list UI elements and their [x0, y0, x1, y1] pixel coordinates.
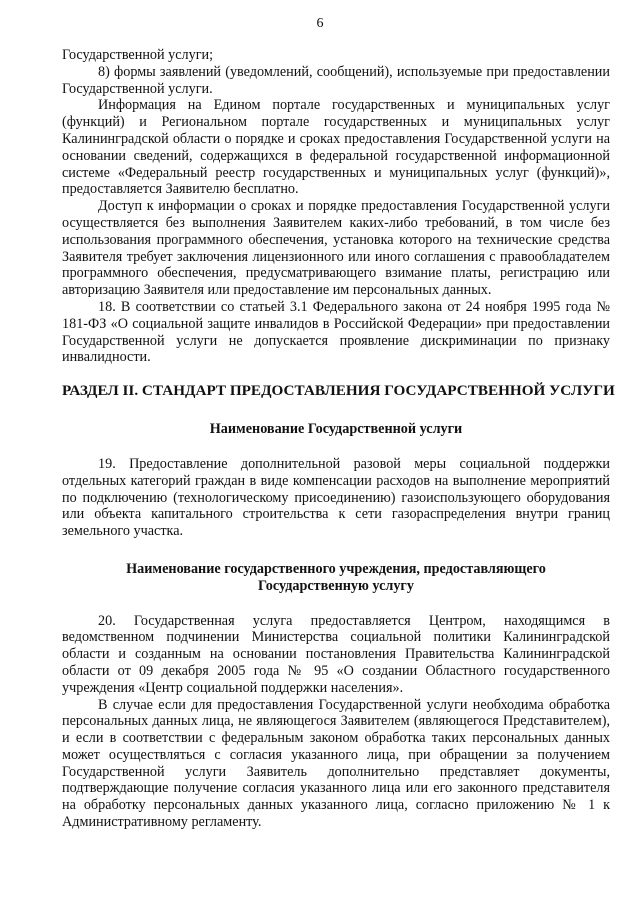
- paragraph-item-19: 19. Предоставление дополнительной разовой меры социальной поддержки отдельных категорий граждан в виде компенсации расходов на выполнение мероприятий по подключению (технологическому присоединению) газоиспользующего оборудования или объекта капитального строительства к сети газораспределения внутри границ земельного участка.: [62, 455, 610, 540]
- document-body: [62, 47, 615, 831]
- subheading-institution-line-1: Наименование государственного учреждения, предоставляющего: [126, 560, 546, 577]
- paragraph-access-info: Доступ к информации о сроках и порядке предоставления Государственной услуги осуществляется без выполнения Заявителем каких-либо требований, в том числе без использования программного обеспечения, установка которого на технические средства Заявителя требует заключения лицензионного или иного соглашения с правообладателем программного обеспечения, предусматривающего взимание платы, регистрацию или авторизацию Заявителя или предоставление им персональных данных.: [62, 198, 610, 299]
- page-number: 6: [316, 16, 324, 31]
- subheading-service-name: Наименование Государственной услуги: [209, 421, 463, 438]
- paragraph-portal-info: Информация на Едином портале государственных и муниципальных услуг (функций) и Региональном портале государственных и муниципальных услуг Калининградской области о порядке и сроках предоставления Государственной услуги на основании сведений, содержащихся в федеральной государственной информационной системе «Федеральный реестр государственных и муниципальных услуг (функций)», предоставляется Заявителю бесплатно.: [62, 97, 610, 198]
- subheading-institution-line-2: Государственную услугу: [258, 577, 414, 594]
- paragraph-item-18: 18. В соответствии со статьей 3.1 Федерального закона от 24 ноября 1995 года № 181-ФЗ «О социальной защите инвалидов в Российской Федерации» при предоставлении Государственной услуги не допускается проявление дискриминации по признаку инвалидности.: [62, 298, 610, 366]
- paragraph-continuation: Государственной услуги;: [62, 47, 214, 63]
- paragraph-item-8: 8) формы заявлений (уведомлений, сообщений), используемые при предоставлении Государственной услуги.: [62, 63, 610, 97]
- paragraph-personal-data: В случае если для предоставления Государственной услуги необходима обработка персональных данных лица, не являющегося Заявителем (являющегося Представителем), и если в соответствии с федеральным законом обработка таких персональных данных может осуществляться с согласия указанного лица, при обращении за получением Государственной услуги Заявитель дополнительно представляет документы, подтверждающие получение согласия указанного лица или его законного представителя на обработку персональных данных указанного лица, согласно приложению № 1 к Административному регламенту.: [62, 696, 610, 831]
- section-heading: РАЗДЕЛ II. СТАНДАРТ ПРЕДОСТАВЛЕНИЯ ГОСУДАРСТВЕННОЙ УСЛУГИ: [62, 382, 615, 400]
- paragraph-item-20: 20. Государственная услуга предоставляется Центром, находящимся в ведомственном подчинении Министерства социальной политики Калининградской области и созданным на основании постановления Правительства Калининградской области от 09 декабря 2005 года № 95 «О создании Областного государственного учреждения «Центр социальной поддержки населения».: [62, 612, 610, 696]
